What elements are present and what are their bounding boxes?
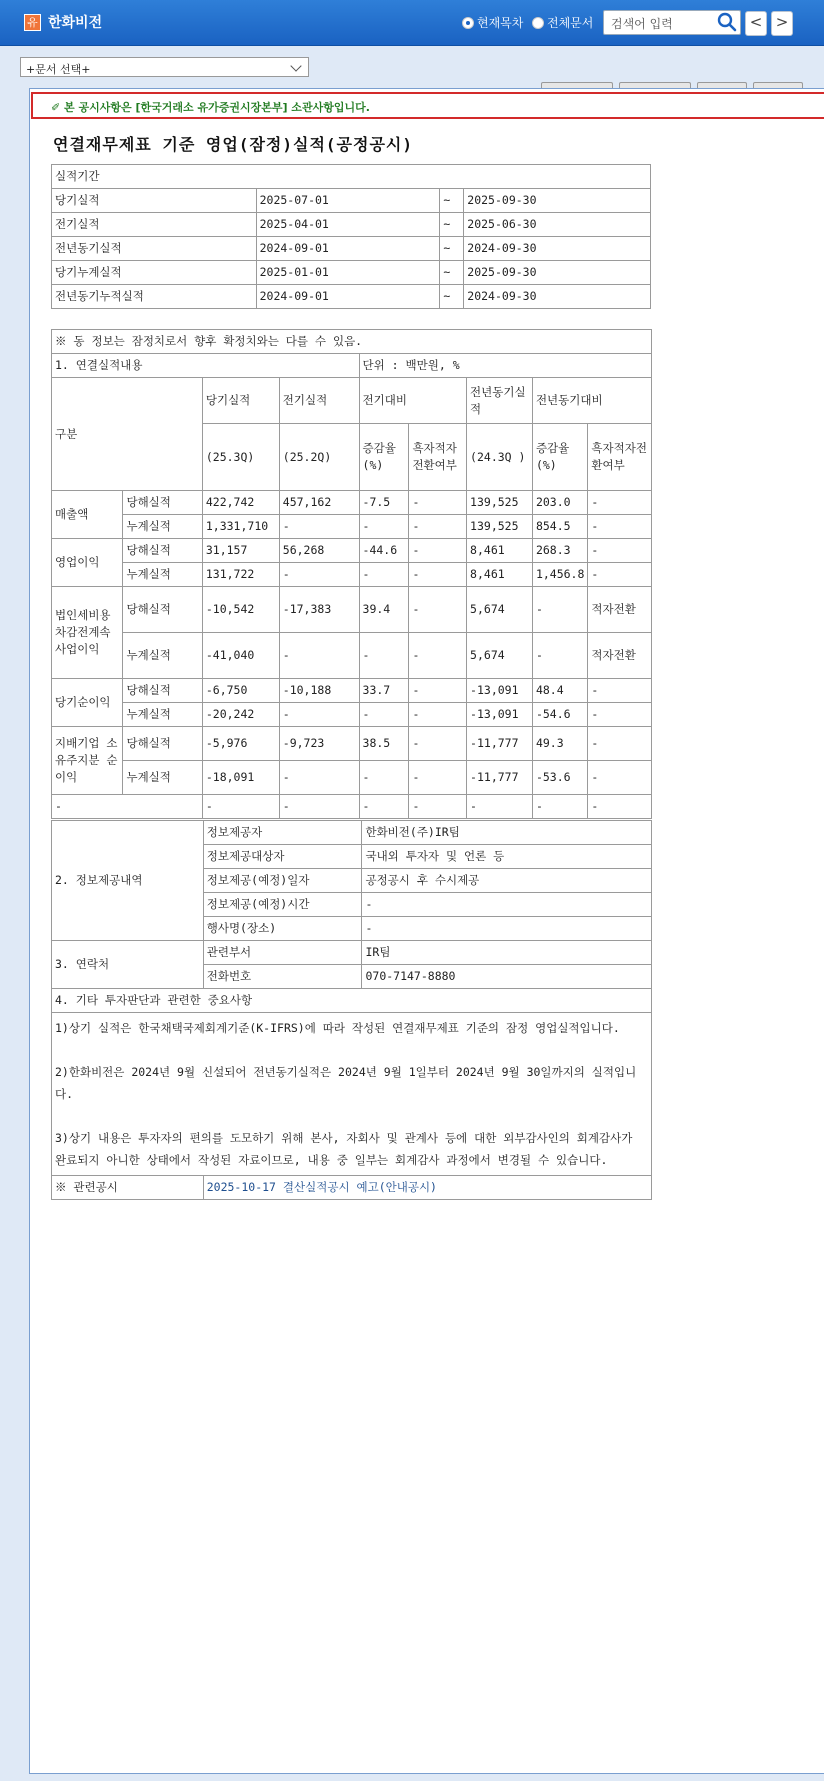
radio-all-document[interactable] (532, 14, 593, 31)
info-table (51, 820, 652, 1200)
value-current: -6,750 (202, 679, 279, 703)
dash-cell: - (409, 795, 467, 819)
period-row (52, 213, 651, 237)
value-turn-yoy: 적자전환 (588, 633, 652, 679)
value-change-rate-yoy: 48.4 (532, 679, 587, 703)
info-value: - (362, 917, 652, 941)
period-row (52, 261, 651, 285)
period-separator: ~ (440, 261, 464, 285)
value-current: -41,040 (202, 633, 279, 679)
dash-cell: - (359, 795, 409, 819)
table-row (52, 795, 652, 819)
info-value: 국내외 투자자 및 언론 등 (362, 845, 652, 869)
contact-key: 관련부서 (203, 941, 362, 965)
value-previous: -17,383 (279, 587, 359, 633)
info-key: 행사명(장소) (203, 917, 362, 941)
note-paragraph: 1)상기 실적은 한국채택국제회계기준(K-IFRS)에 따라 작성된 연결재무제표 기준의 잠정 영업실적입니다. (55, 1021, 620, 1035)
notice-text: ✐ 본 공시사항은 [한국거래소 유가증권시장본부] 소관사항입니다. (51, 101, 370, 114)
radio-current-section[interactable] (462, 14, 523, 31)
radio-selected-icon[interactable] (462, 17, 474, 29)
unit-label: 단위 : 백만원, % (359, 354, 651, 378)
value-turn-yoy: - (588, 727, 652, 761)
value-yoy: 5,674 (467, 587, 533, 633)
period-row (52, 285, 651, 309)
prev-button[interactable]: < (745, 11, 767, 36)
value-previous: - (279, 563, 359, 587)
table-row (52, 941, 652, 965)
company-name: 한화비전 (48, 15, 103, 31)
info-value: - (362, 893, 652, 917)
dash-cell: - (279, 795, 359, 819)
value-previous: -10,188 (279, 679, 359, 703)
search-input[interactable]: 검색어 입력 (603, 10, 741, 35)
header-yoy-quarter: (24.3Q ) (467, 424, 533, 491)
table-row (52, 539, 652, 563)
radio-unselected-icon[interactable] (532, 17, 544, 29)
period-to: 2025-09-30 (464, 189, 651, 213)
period-to: 2024-09-30 (464, 285, 651, 309)
metric-name: 법인세비용차감전계속사업이익 (52, 587, 123, 679)
value-turn-yoy: - (588, 679, 652, 703)
section-3-title: 3. 연락처 (52, 941, 204, 989)
value-change-rate: - (359, 563, 409, 587)
value-change-rate-yoy: - (532, 587, 587, 633)
period-row (52, 237, 651, 261)
chevron-down-icon (290, 60, 301, 71)
important-notes (52, 1013, 652, 1176)
related-disclosure-link[interactable]: 2025-10-17 결산실적공시 예고(안내공시) (206, 1180, 437, 1194)
value-change-rate-yoy: 1,456.8 (532, 563, 587, 587)
table-row (52, 491, 652, 515)
value-turn: - (409, 703, 467, 727)
search-icon[interactable] (717, 12, 737, 32)
value-previous: - (279, 761, 359, 795)
dash-cell: - (467, 795, 533, 819)
estimate-notice: ※ 동 정보는 잠정치로서 향후 확정치와는 다를 수 있음. (52, 330, 652, 354)
value-current: 131,722 (202, 563, 279, 587)
header-category: 구분 (52, 378, 203, 491)
document-select-label: +문서 선택+ (26, 63, 91, 76)
value-turn: - (409, 727, 467, 761)
header-vs-previous: 전기대비 (359, 378, 467, 424)
result-type: 누계실적 (123, 563, 202, 587)
value-previous: - (279, 703, 359, 727)
value-turn-yoy: - (588, 563, 652, 587)
period-label: 전년동기누적실적 (52, 285, 257, 309)
result-type: 당해실적 (123, 679, 202, 703)
value-change-rate-yoy: - (532, 633, 587, 679)
result-type: 누계실적 (123, 703, 202, 727)
period-separator: ~ (440, 285, 464, 309)
value-change-rate: - (359, 703, 409, 727)
value-change-rate: -44.6 (359, 539, 409, 563)
section-2-title: 2. 정보제공내역 (52, 821, 204, 941)
header-change-rate-yoy: 증감율(%) (532, 424, 587, 491)
value-turn: - (409, 761, 467, 795)
period-row (52, 189, 651, 213)
value-turn-yoy: - (588, 761, 652, 795)
period-separator: ~ (440, 213, 464, 237)
value-current: 31,157 (202, 539, 279, 563)
header-yoy: 전년동기실적 (467, 378, 533, 424)
dash-cell: - (532, 795, 587, 819)
value-current: -20,242 (202, 703, 279, 727)
value-previous: - (279, 633, 359, 679)
value-change-rate: 39.4 (359, 587, 409, 633)
page-title: 연결재무제표 기준 영업(잠정)실적(공정공시) (53, 135, 414, 154)
period-separator: ~ (440, 237, 464, 261)
section-1-title: 1. 연결실적내용 (52, 354, 360, 378)
result-type: 당해실적 (123, 727, 202, 761)
value-change-rate-yoy: -53.6 (532, 761, 587, 795)
period-from: 2024-09-01 (256, 285, 440, 309)
header-previous: 전기실적 (279, 378, 359, 424)
results-table (51, 329, 652, 819)
table-row (52, 515, 652, 539)
value-turn-yoy: - (588, 515, 652, 539)
period-to: 2025-09-30 (464, 261, 651, 285)
info-key: 정보제공자 (203, 821, 362, 845)
value-turn-yoy: - (588, 539, 652, 563)
value-current: -5,976 (202, 727, 279, 761)
value-current: 422,742 (202, 491, 279, 515)
radio-current-label: 현재목차 (477, 16, 524, 30)
value-change-rate: -7.5 (359, 491, 409, 515)
value-change-rate-yoy: -54.6 (532, 703, 587, 727)
value-turn: - (409, 515, 467, 539)
metric-name: 영업이익 (52, 539, 123, 587)
result-type: 당해실적 (123, 491, 202, 515)
value-previous: 457,162 (279, 491, 359, 515)
table-row (52, 727, 652, 761)
header-vs-yoy: 전년동기대비 (532, 378, 651, 424)
period-label: 전년동기실적 (52, 237, 257, 261)
value-change-rate-yoy: 854.5 (532, 515, 587, 539)
value-change-rate: 38.5 (359, 727, 409, 761)
value-turn: - (409, 491, 467, 515)
value-change-rate: - (359, 515, 409, 539)
value-previous: - (279, 515, 359, 539)
company-logo-icon: 유 (24, 14, 41, 31)
result-type: 당해실적 (123, 539, 202, 563)
value-yoy: 8,461 (467, 563, 533, 587)
value-change-rate: 33.7 (359, 679, 409, 703)
period-label: 당기누계실적 (52, 261, 257, 285)
info-key: 정보제공(예정)일자 (203, 869, 362, 893)
period-from: 2025-07-01 (256, 189, 440, 213)
period-to: 2025-06-30 (464, 213, 651, 237)
result-type: 누계실적 (123, 633, 202, 679)
value-yoy: 8,461 (467, 539, 533, 563)
dash-cell: - (588, 795, 652, 819)
section-4-title: 4. 기타 투자판단과 관련한 중요사항 (52, 989, 652, 1013)
value-change-rate: - (359, 633, 409, 679)
value-yoy: 5,674 (467, 633, 533, 679)
value-yoy: -13,091 (467, 679, 533, 703)
notice-banner (31, 92, 824, 119)
value-current: -10,542 (202, 587, 279, 633)
value-turn: - (409, 539, 467, 563)
value-turn: - (409, 679, 467, 703)
contact-key: 전화번호 (203, 965, 362, 989)
related-disclosure-label: ※ 관련공시 (52, 1176, 204, 1200)
next-button[interactable]: > (771, 11, 793, 36)
top-bar (0, 0, 824, 46)
value-change-rate-yoy: 203.0 (532, 491, 587, 515)
table-row (52, 633, 652, 679)
table-row (52, 587, 652, 633)
value-turn-yoy: 적자전환 (588, 587, 652, 633)
period-from: 2025-01-01 (256, 261, 440, 285)
dash-cell: - (202, 795, 279, 819)
value-change-rate: - (359, 761, 409, 795)
value-change-rate-yoy: 268.3 (532, 539, 587, 563)
table-row (52, 563, 652, 587)
value-current: 1,331,710 (202, 515, 279, 539)
period-separator: ~ (440, 189, 464, 213)
value-turn: - (409, 587, 467, 633)
header-current: 당기실적 (202, 378, 279, 424)
value-turn-yoy: - (588, 491, 652, 515)
value-yoy: 139,525 (467, 491, 533, 515)
value-yoy: -11,777 (467, 727, 533, 761)
header-previous-quarter: (25.2Q) (279, 424, 359, 491)
table-row (52, 821, 652, 845)
period-label: 전기실적 (52, 213, 257, 237)
note-paragraph: 3)상기 내용은 투자자의 편의를 도모하기 위해 본사, 자회사 및 관계사 등에 대한 외부감사인의 회계감사가 완료되지 아니한 상태에서 작성된 자료이므로, 내용 중 일부는 회계감사 과정에서 변경될 수 있습니다. (55, 1131, 633, 1167)
table-row (52, 679, 652, 703)
metric-name: 지배기업 소유주지분 순이익 (52, 727, 123, 795)
table-row (52, 761, 652, 795)
document-select[interactable] (20, 57, 309, 77)
value-change-rate-yoy: 49.3 (532, 727, 587, 761)
period-from: 2024-09-01 (256, 237, 440, 261)
value-previous: 56,268 (279, 539, 359, 563)
value-yoy: -13,091 (467, 703, 533, 727)
dash-cell: - (52, 795, 203, 819)
contact-value: 070-7147-8880 (362, 965, 652, 989)
info-value: 공정공시 후 수시제공 (362, 869, 652, 893)
period-to: 2024-09-30 (464, 237, 651, 261)
metric-name: 매출액 (52, 491, 123, 539)
value-turn: - (409, 563, 467, 587)
radio-all-label: 전체문서 (547, 16, 594, 30)
contact-value: IR팀 (362, 941, 652, 965)
metric-name: 당기순이익 (52, 679, 123, 727)
result-type: 누계실적 (123, 515, 202, 539)
info-value: 한화비전(주)IR팀 (362, 821, 652, 845)
header-turn-yoy: 흑자적자전환여부 (588, 424, 652, 491)
value-previous: -9,723 (279, 727, 359, 761)
value-yoy: 139,525 (467, 515, 533, 539)
note-paragraph: 2)한화비전은 2024년 9월 신설되어 전년동기실적은 2024년 9월 1일부터 2024년 9월 30일까지의 실적입니다. (55, 1065, 637, 1101)
value-yoy: -11,777 (467, 761, 533, 795)
period-header: 실적기간 (52, 165, 651, 189)
result-type: 당해실적 (123, 587, 202, 633)
info-key: 정보제공(예정)시간 (203, 893, 362, 917)
table-row (52, 703, 652, 727)
header-turn: 흑자적자전환여부 (409, 424, 467, 491)
value-turn: - (409, 633, 467, 679)
period-from: 2025-04-01 (256, 213, 440, 237)
info-key: 정보제공대상자 (203, 845, 362, 869)
period-table (51, 164, 651, 309)
header-current-quarter: (25.3Q) (202, 424, 279, 491)
period-label: 당기실적 (52, 189, 257, 213)
header-change-rate: 증감율(%) (359, 424, 409, 491)
value-current: -18,091 (202, 761, 279, 795)
value-turn-yoy: - (588, 703, 652, 727)
result-type: 누계실적 (123, 761, 202, 795)
